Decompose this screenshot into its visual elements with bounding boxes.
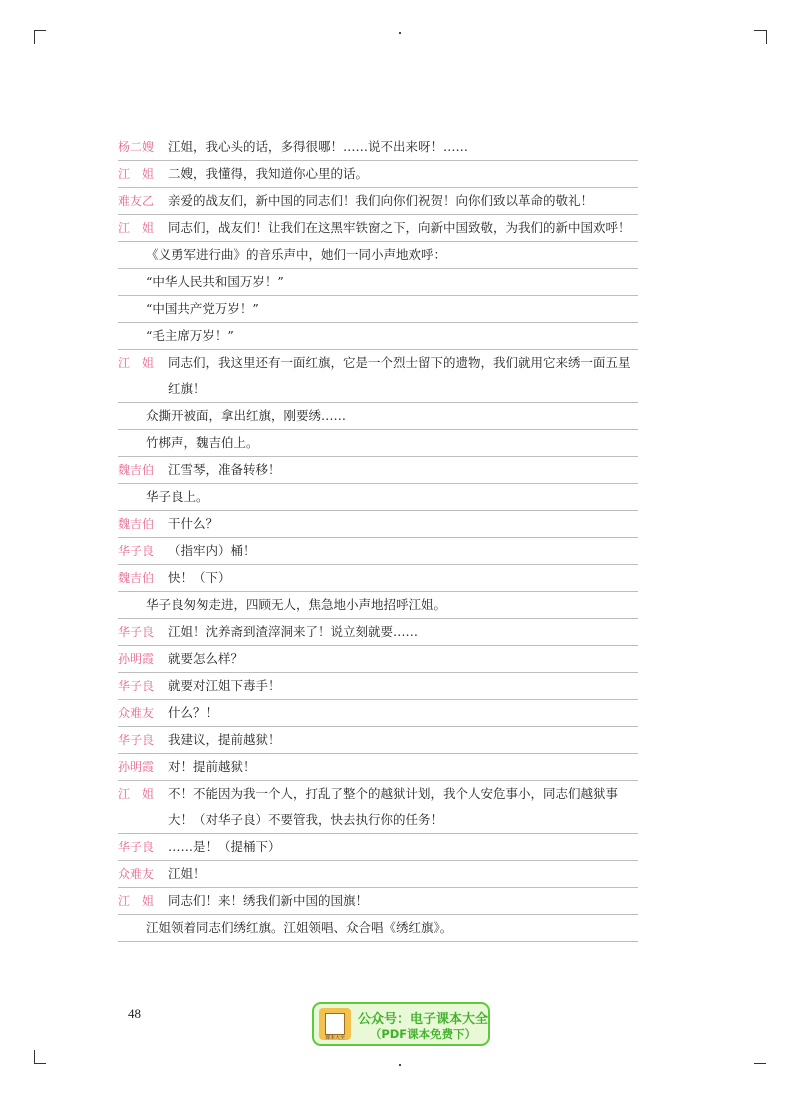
line-text: 江雪琴，准备转移！ — [168, 462, 281, 477]
line-text: 不！不能因为我一个人，打乱了整个的越狱计划，我个人安危事小，同志们越狱事大！（对华子良）不要管我，快去执行你的任务！ — [168, 786, 619, 827]
line-text: 快！（下） — [168, 570, 231, 585]
badge-logo-text: 课本大全 — [324, 1035, 345, 1041]
stage-direction — [118, 915, 638, 942]
dialogue-line — [118, 565, 638, 592]
line-text: 江姐领着同志们绣红旗。江姐领唱、众合唱《绣红旗》。 — [146, 920, 453, 935]
quote-line — [118, 323, 638, 350]
dialogue-line — [118, 834, 638, 861]
speaker-name: 魏吉伯 — [118, 571, 155, 585]
dialogue-line — [118, 511, 638, 538]
speaker-name: 华子良 — [118, 840, 155, 854]
dialogue-line — [118, 700, 638, 727]
line-text: 江姐！ — [168, 866, 206, 881]
line-text: 华子良上。 — [146, 489, 209, 504]
crop-mark-top-right-v — [766, 30, 767, 44]
dialogue-line — [118, 215, 638, 242]
stage-direction — [118, 592, 638, 619]
line-text: 就要对江姐下毒手！ — [168, 678, 281, 693]
speaker-name: 华子良 — [118, 625, 155, 639]
line-text: 同志们！来！绣我们新中国的国旗！ — [168, 893, 369, 908]
stage-direction — [118, 484, 638, 511]
dialogue-line — [118, 161, 638, 188]
speaker-name: 华子良 — [118, 544, 155, 558]
line-text: 就要怎么样？ — [168, 651, 244, 666]
line-text: 同志们，我这里还有一面红旗，它是一个烈士留下的遗物，我们就用它来绣一面五星红旗！ — [168, 355, 631, 396]
speaker-name: 众难友 — [118, 867, 155, 881]
dialogue-line — [118, 134, 638, 161]
dialogue-line — [118, 861, 638, 888]
crop-mark-bottom-left-h — [34, 1063, 46, 1064]
quote-line — [118, 269, 638, 296]
quote-line — [118, 296, 638, 323]
crop-mark-top-right-h — [754, 30, 766, 31]
speaker-name: 江 姐 — [118, 221, 155, 235]
speaker-name: 江 姐 — [118, 894, 155, 908]
line-text: 《义勇军进行曲》的音乐声中，她们一同小声地欢呼： — [146, 247, 447, 262]
line-text: 我建议，提前越狱！ — [168, 732, 281, 747]
script-body — [118, 134, 638, 942]
line-text: 二嫂，我懂得，我知道你心里的话。 — [168, 166, 369, 181]
stage-direction — [118, 242, 638, 269]
dialogue-line — [118, 754, 638, 781]
line-text: 干什么？ — [168, 516, 219, 531]
stage-direction — [118, 403, 638, 430]
registration-dot-bottom — [399, 1064, 401, 1066]
line-text: 什么？！ — [168, 705, 219, 720]
crop-mark-top-left-v — [34, 30, 35, 44]
dialogue-line — [118, 457, 638, 484]
dialogue-line — [118, 538, 638, 565]
line-text: ……是！（提桶下） — [168, 839, 281, 854]
dialogue-line — [118, 781, 638, 834]
line-text: （指牢内）桶！ — [168, 543, 256, 558]
speaker-name: 华子良 — [118, 733, 155, 747]
line-text: “中国共产党万岁！” — [146, 301, 259, 316]
crop-mark-top-left-h — [34, 30, 46, 31]
book-logo-icon — [319, 1008, 351, 1040]
speaker-name: 魏吉伯 — [118, 517, 155, 531]
page-number: 48 — [128, 1006, 141, 1021]
line-text: 华子良匆匆走进，四顾无人，焦急地小声地招呼江姐。 — [146, 597, 447, 612]
crop-mark-bottom-left-v — [34, 1050, 35, 1064]
watermark-badge — [312, 1002, 490, 1046]
line-text: 江姐！沈养斋到渣滓洞来了！说立刻就要…… — [168, 624, 419, 639]
line-text: 江姐，我心头的话，多得很哪！……说不出来呀！…… — [168, 139, 469, 154]
line-text: 同志们，战友们！让我们在这黑牢铁窗之下，向新中国致敬，为我们的新中国欢呼！ — [168, 220, 631, 235]
dialogue-line — [118, 188, 638, 215]
speaker-name: 孙明霞 — [118, 652, 155, 666]
speaker-name: 众难友 — [118, 706, 155, 720]
speaker-name: 魏吉伯 — [118, 463, 155, 477]
speaker-name: 杨二嫂 — [118, 140, 155, 154]
speaker-name: 华子良 — [118, 679, 155, 693]
line-text: “中华人民共和国万岁！” — [146, 274, 284, 289]
dialogue-line — [118, 888, 638, 915]
dialogue-line — [118, 619, 638, 646]
line-text: 亲爱的战友们，新中国的同志们！我们向你们祝贺！向你们致以革命的敬礼！ — [168, 193, 594, 208]
dialogue-line — [118, 727, 638, 754]
line-text: 众撕开被面，拿出红旗，刚要绣…… — [146, 408, 347, 423]
speaker-name: 难友乙 — [118, 194, 155, 208]
speaker-name: 江 姐 — [118, 356, 155, 370]
speaker-name: 孙明霞 — [118, 760, 155, 774]
speaker-name: 江 姐 — [118, 167, 155, 181]
book-logo-page — [325, 1013, 345, 1035]
line-text: 对！提前越狱！ — [168, 759, 256, 774]
line-text: “毛主席万岁！” — [146, 328, 234, 343]
dialogue-line — [118, 350, 638, 403]
badge-line-2: （PDF课本免费下） — [369, 1027, 477, 1041]
dialogue-line — [118, 673, 638, 700]
dialogue-line — [118, 646, 638, 673]
line-text: 竹梆声，魏吉伯上。 — [146, 435, 259, 450]
registration-dot-top — [399, 32, 401, 34]
stage-direction — [118, 430, 638, 457]
speaker-name: 江 姐 — [118, 787, 155, 801]
badge-line-1: 公众号：电子课本大全 — [357, 1012, 488, 1027]
crop-mark-bottom-right-h — [754, 1063, 766, 1064]
